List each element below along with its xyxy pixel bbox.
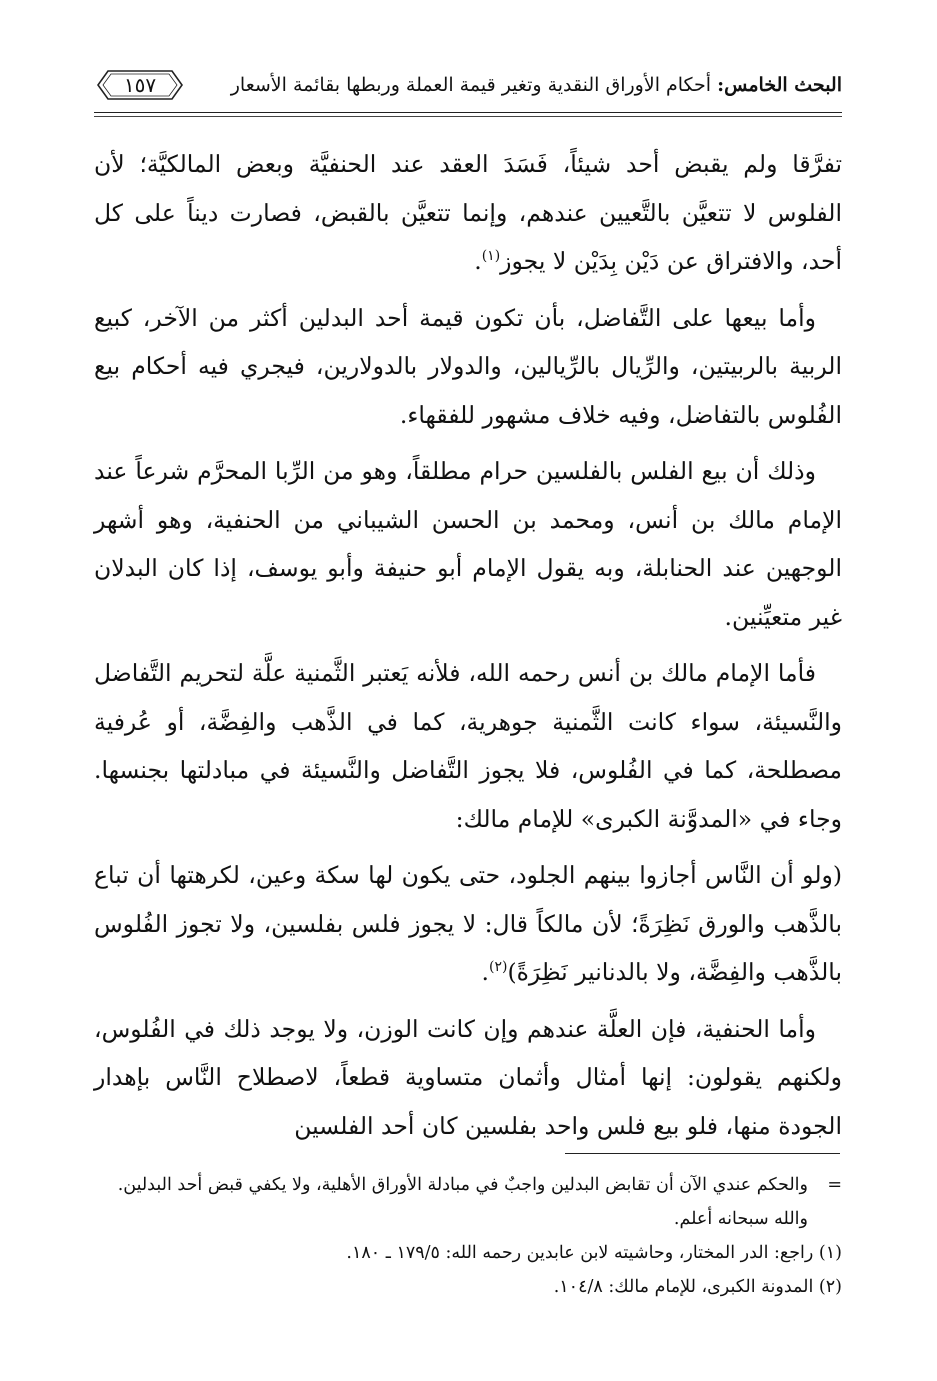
footnotes [94, 1168, 842, 1304]
header-chapter-title: أحكام الأوراق النقدية وتغير قيمة العملة وربطها بقائمة الأسعار [230, 74, 712, 96]
footnote-continuation [94, 1168, 842, 1236]
footnote-ref-2[interactable]: (٢) [488, 959, 508, 976]
continuation-mark: = [827, 1175, 842, 1195]
page-number: ١٥٧ [123, 73, 157, 97]
continuation-text: والحكم عندي الآن أن تقابض البدلين واجبٌ في مبادلة الأوراق الأهلية، ولا يكفي قبض أحد البدلين. والله سبحانه أعلم. [117, 1175, 808, 1229]
running-header [94, 62, 842, 108]
paragraph-2: وأما بيعها على التَّفاضل، بأن تكون قيمة أحد البدلين أكثر من الآخر، كبيع الربية بالربيتين، والرِّيال بالرِّيالين، والدولار بالدولارين، فيجري فيه أحكام بيع الفُلوس بالتفاضل، وفيه خلاف مشهور للفقهاء. [94, 303, 842, 429]
footnote-1: (١) راجع: الدر المختار، وحاشيته لابن عابدين رحمه الله: ١٧٩/٥ ـ ١٨٠. [346, 1243, 842, 1263]
header-chapter-label: البحث الخامس: [717, 74, 842, 96]
quote-text: (ولو أن النَّاس أجازوا بينهم الجلود، حتى يكون لها سكة وعين، لكرهتها أن تباع بالذَّهب والورق نَظِرَةً؛ لأن مالكاً قال: لا يجوز فلس بفلسين، ولا تجوز الفُلوس بالذَّهب والفِضَّة، ولا بالدنانير نَظِرَةً) [94, 861, 842, 986]
header-rule [94, 112, 842, 113]
quote-end: . [481, 958, 489, 986]
quote-paragraph [94, 851, 842, 997]
header-title [231, 74, 842, 96]
footnote-separator [565, 1153, 840, 1154]
paragraph-6: وأما الحنفية، فإن العلَّة عندهم وإن كانت الوزن، ولا يوجد ذلك في الفُلوس، ولكنهم يقولون: إنها أمثال وأثمان متساوية قطعاً، لاصطلاح النَّاس بإهدار الجودة منها، فلو بيع فلس واحد بفلسين كان أحد الفلسين [94, 1014, 842, 1140]
body-text [94, 140, 842, 1158]
paragraph-1-end: . [474, 247, 482, 275]
paragraph-1 [94, 140, 842, 286]
paragraph-1-text: تفرَّقا ولم يقبض أحد شيئاً، فَسَدَ العقد عند الحنفيَّة وبعض المالكيَّة؛ لأن الفلوس لا تتعيَّن بالتَّعيين عندهم، وإنما تتعيَّن بالقبض، فصارت ديناً على كل أحد، والافتراق عن دَيْن بِدَيْن لا يجوز [94, 150, 842, 275]
paragraph-3: وذلك أن بيع الفلس بالفلسين حرام مطلقاً، وهو من الرِّبا المحرَّم شرعاً عند الإمام مالك بن أنس، ومحمد بن الحسن الشيباني من الحنفية، وهو أشهر الوجهين عند الحنابلة، وبه يقول الإمام أبو حنيفة وأبو يوسف، إذا كان البدلان غير متعيِّنين. [94, 457, 842, 631]
paragraph-4: فأما الإمام مالك بن أنس رحمه الله، فلأنه يَعتبر الثَّمنية علَّة لتحريم التَّفاضل والنَّسيئة، سواء كانت الثَّمنية جوهرية، كما في الذَّهب والفِضَّة، أو عُرفية مصطلحة، كما في الفُلوس، فلا يجوز التَّفاضل والنَّسيئة في مبادلتها بجنسها. وجاء في «المدوَّنة الكبرى» للإمام مالك: [94, 659, 842, 833]
page-number-badge [94, 67, 186, 103]
header-rule-thin [94, 116, 842, 117]
footnote-ref-1[interactable]: (١) [481, 248, 501, 265]
footnote-2: (٢) المدونة الكبرى، للإمام مالك: ١٠٤/٨. [553, 1277, 842, 1297]
